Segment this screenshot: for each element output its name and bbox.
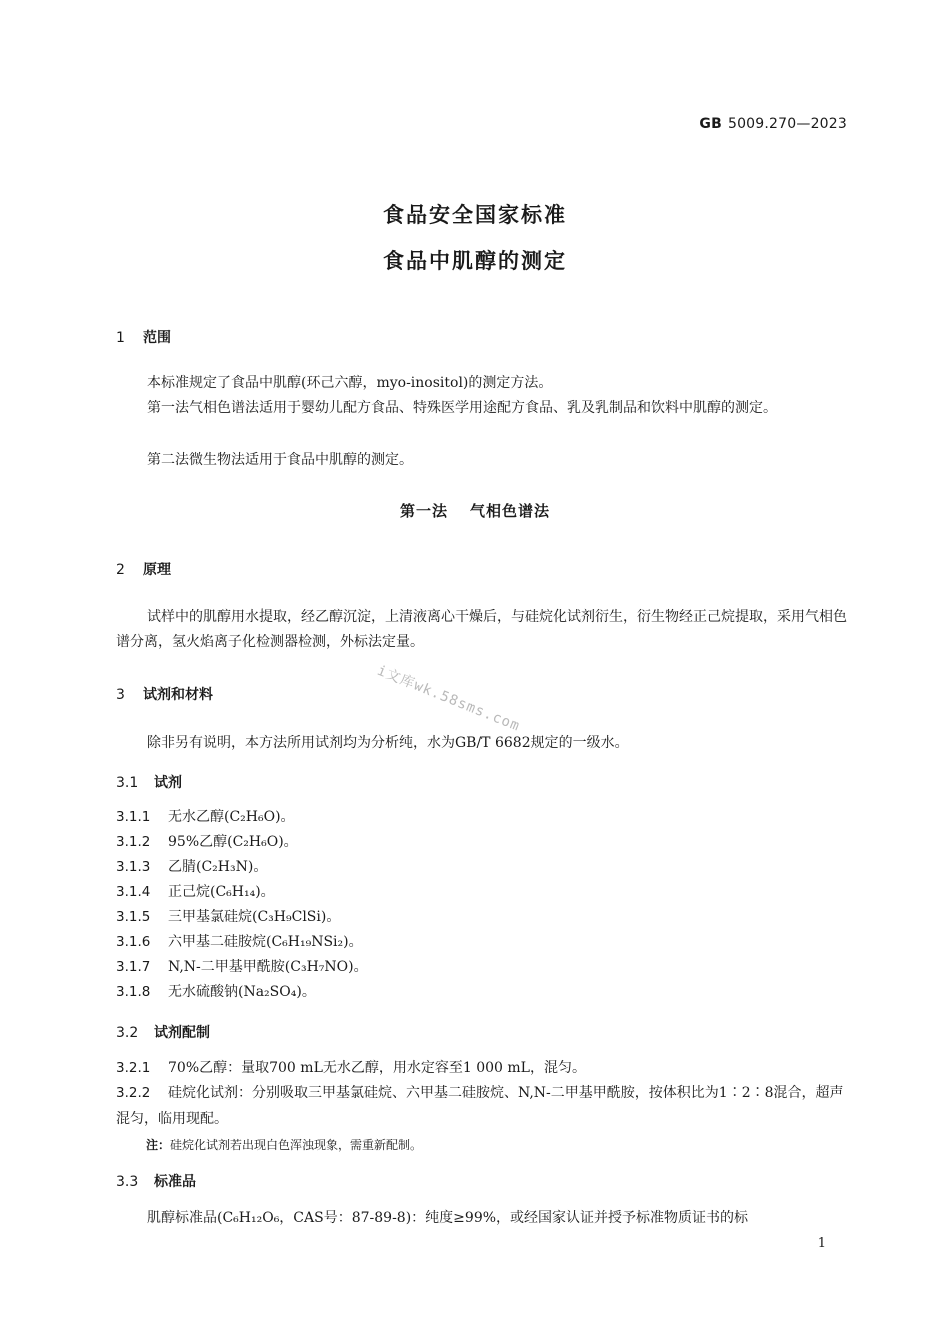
watermark: i文库wk.58sms.com — [374, 662, 523, 735]
section-3-2-heading — [116, 1022, 210, 1042]
section-3-3-paragraph: 肌醇标准品(C₆H₁₂O₆，CAS号：87-89-8)：纯度≥99%，或经国家认证并授予标准物质证书的标 — [147, 1210, 749, 1226]
section-title: 范围 — [143, 330, 171, 346]
section-title: 试剂和材料 — [143, 687, 213, 703]
item-number: 3.1.4 — [116, 884, 151, 900]
reagent-item — [116, 932, 363, 952]
reagent-item — [116, 957, 368, 977]
item-number: 3.1.6 — [116, 934, 151, 950]
section-number: 3.2 — [116, 1025, 139, 1041]
item-text: 95%乙醇(C₂H₆O)。 — [168, 834, 298, 850]
note-text: 硅烷化试剂若出现白色浑浊现象，需重新配制。 — [170, 1138, 423, 1152]
section-number: 1 — [116, 330, 125, 346]
note-label: 注： — [146, 1138, 171, 1152]
note — [146, 1136, 422, 1153]
item-text: N,N-二甲基甲酰胺(C₃H₇NO)。 — [168, 959, 368, 975]
item-text: 70%乙醇：量取700 mL无水乙醇，用水定容至1 000 mL，混匀。 — [168, 1060, 586, 1076]
section-3-3-heading — [116, 1171, 196, 1191]
item-text: 乙腈(C₂H₃N)。 — [168, 859, 268, 875]
page-number: 1 — [817, 1236, 826, 1251]
section-1-paragraph-2: 第一法气相色谱法适用于婴幼儿配方食品、特殊医学用途配方食品、乳及乳制品和饮料中肌醇的测定。 — [147, 400, 777, 416]
section-3-1-heading — [116, 772, 182, 792]
section-number: 3.1 — [116, 775, 139, 791]
section-title: 试剂配制 — [154, 1025, 210, 1041]
standard-number: 5009.270—2023 — [727, 116, 847, 132]
item-number: 3.1.3 — [116, 859, 151, 875]
preparation-item — [116, 1058, 586, 1078]
section-1-heading — [116, 327, 171, 347]
item-number: 3.1.2 — [116, 834, 151, 850]
method-part: 第一法 — [399, 502, 448, 520]
item-text: 六甲基二硅胺烷(C₆H₁₉NSi₂)。 — [168, 934, 363, 950]
section-number: 3.3 — [116, 1174, 139, 1190]
item-number: 3.2.1 — [116, 1060, 151, 1076]
section-2-paragraph: 试样中的肌醇用水提取，经乙醇沉淀，上清液离心干燥后，与硅烷化试剂衍生，衍生物经正己烷提取，采用气相色谱分离，氢火焰离子化检测器检测，外标法定量。 — [116, 609, 847, 650]
reagent-item — [116, 832, 298, 852]
item-text: 三甲基氯硅烷(C₃H₉ClSi)。 — [168, 909, 341, 925]
method-name: 气相色谱法 — [470, 502, 551, 520]
item-text: 正己烷(C₆H₁₄)。 — [168, 884, 275, 900]
reagent-item — [116, 807, 295, 827]
document-subtitle: 食品中肌醇的测定 — [383, 249, 567, 273]
document-title: 食品安全国家标准 — [383, 203, 567, 227]
section-3-heading — [116, 684, 213, 704]
item-number: 3.1.5 — [116, 909, 151, 925]
section-1-paragraph-1: 本标准规定了食品中肌醇(环己六醇，myo-inositol)的测定方法。 — [147, 375, 553, 391]
reagent-item — [116, 882, 275, 902]
section-title: 试剂 — [154, 775, 182, 791]
standard-code — [699, 116, 847, 132]
reagent-item — [116, 982, 316, 1002]
section-title: 标准品 — [154, 1174, 196, 1190]
item-number: 3.1.8 — [116, 984, 151, 1000]
reagent-item — [116, 857, 267, 877]
item-number: 3.2.2 — [116, 1085, 151, 1101]
section-title: 原理 — [143, 562, 171, 578]
section-3-paragraph: 除非另有说明，本方法所用试剂均为分析纯，水为GB/T 6682规定的一级水。 — [147, 735, 629, 751]
method-heading — [0, 500, 950, 521]
reagent-item — [116, 907, 340, 927]
item-number: 3.1.1 — [116, 809, 151, 825]
item-text: 无水硫酸钠(Na₂SO₄)。 — [168, 984, 316, 1000]
section-1-paragraph-3: 第二法微生物法适用于食品中肌醇的测定。 — [147, 452, 413, 468]
item-text: 硅烷化试剂：分别吸取三甲基氯硅烷、六甲基二硅胺烷、N,N-二甲基甲酰胺，按体积比为1∶2∶8混合，超声混匀，临用现配。 — [116, 1085, 844, 1127]
standard-prefix: GB — [699, 116, 722, 132]
item-text: 无水乙醇(C₂H₆O)。 — [168, 809, 295, 825]
section-number: 2 — [116, 562, 125, 578]
section-2-heading — [116, 559, 171, 579]
item-number: 3.1.7 — [116, 959, 151, 975]
preparation-item — [116, 1080, 850, 1132]
section-number: 3 — [116, 687, 125, 703]
